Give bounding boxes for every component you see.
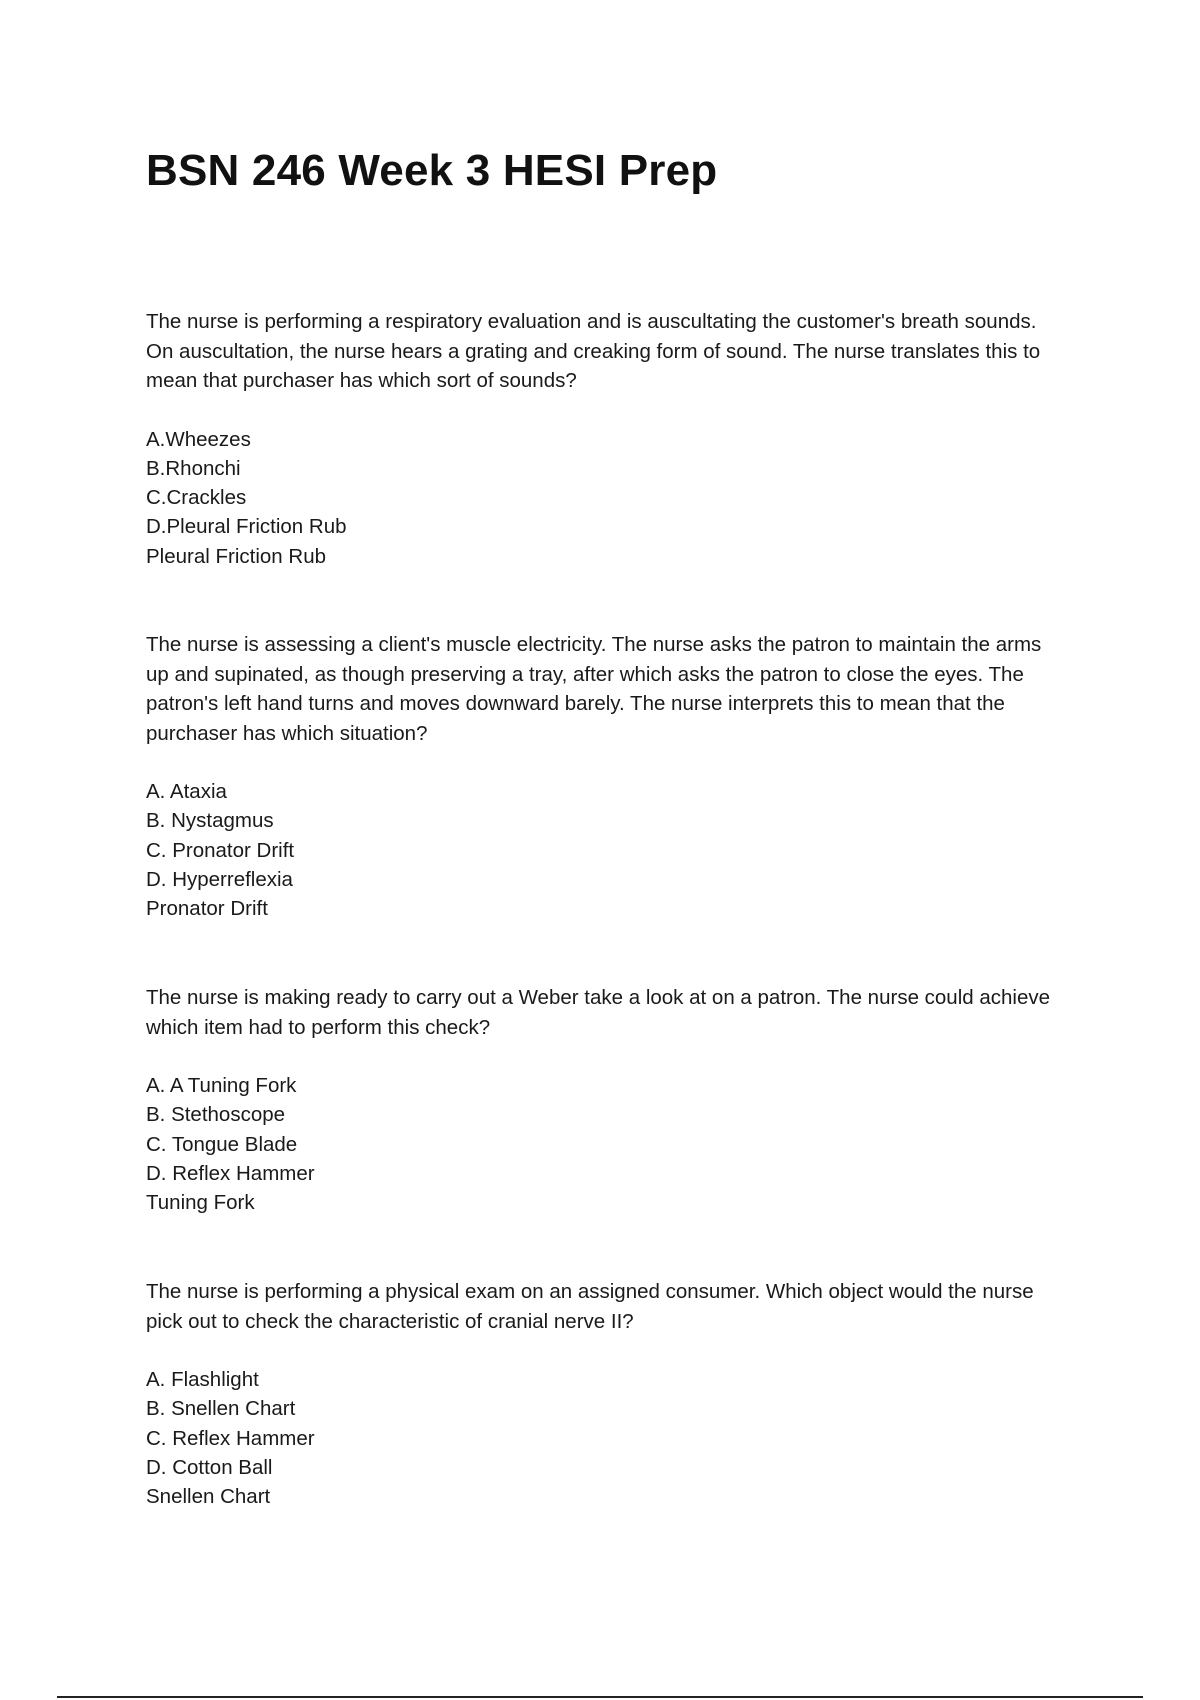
option-c: C.Crackles bbox=[146, 486, 247, 510]
option-a: A.Wheezes bbox=[146, 427, 251, 451]
option-c: C. Pronator Drift bbox=[146, 838, 295, 862]
answer-text: Pleural Friction Rub bbox=[146, 544, 327, 568]
answer-text: Tuning Fork bbox=[146, 1191, 255, 1215]
question-4 bbox=[146, 1277, 1066, 1511]
option-b: B. Snellen Chart bbox=[146, 1397, 296, 1421]
option-c: C. Tongue Blade bbox=[146, 1132, 298, 1156]
option-list bbox=[146, 777, 1066, 894]
option-list bbox=[146, 425, 1066, 542]
option-d: D. Reflex Hammer bbox=[146, 1161, 315, 1185]
option-a: A. A Tuning Fork bbox=[146, 1074, 297, 1097]
option-b: B. Nystagmus bbox=[146, 809, 274, 833]
question-stem: The nurse is performing a respiratory evaluation and is auscultating the customer's breath sounds. On auscultation, the nurse hears a grating and creaking form of sound. The nurse translates this to mean that purchaser has which sort of sounds? bbox=[146, 310, 1041, 392]
page-title: BSN 246 Week 3 HESI Prep bbox=[146, 146, 718, 195]
question-3 bbox=[146, 983, 1066, 1217]
page-bottom-divider bbox=[57, 1696, 1143, 1698]
option-a: A. Ataxia bbox=[146, 780, 227, 803]
option-a: A. Flashlight bbox=[146, 1368, 259, 1391]
answer-text: Pronator Drift bbox=[146, 897, 268, 921]
option-d: D. Hyperreflexia bbox=[146, 867, 293, 891]
question-stem: The nurse is assessing a client's muscle electricity. The nurse asks the patron to maintain the arms up and supinated, as though preserving a tray, after which asks the patron to close the eyes. The patron's left hand turns and moves downward barely. The nurse interprets this to mean that the purchaser has which situation? bbox=[146, 633, 1042, 745]
option-c: C. Reflex Hammer bbox=[146, 1426, 315, 1450]
option-d: D.Pleural Friction Rub bbox=[146, 515, 347, 539]
option-list bbox=[146, 1365, 1066, 1482]
question-1 bbox=[146, 307, 1066, 571]
question-stem: The nurse is performing a physical exam on an assigned consumer. Which object would the nurse pick out to check the characteristic of cranial nerve II? bbox=[146, 1280, 1034, 1333]
question-2 bbox=[146, 630, 1066, 923]
question-stem: The nurse is making ready to carry out a Weber take a look at on a patron. The nurse could achieve which item had to perform this check? bbox=[146, 986, 1051, 1039]
option-d: D. Cotton Ball bbox=[146, 1455, 273, 1479]
option-b: B. Stethoscope bbox=[146, 1103, 286, 1127]
option-list bbox=[146, 1071, 1066, 1188]
answer-text: Snellen Chart bbox=[146, 1485, 271, 1509]
option-b: B.Rhonchi bbox=[146, 456, 241, 480]
